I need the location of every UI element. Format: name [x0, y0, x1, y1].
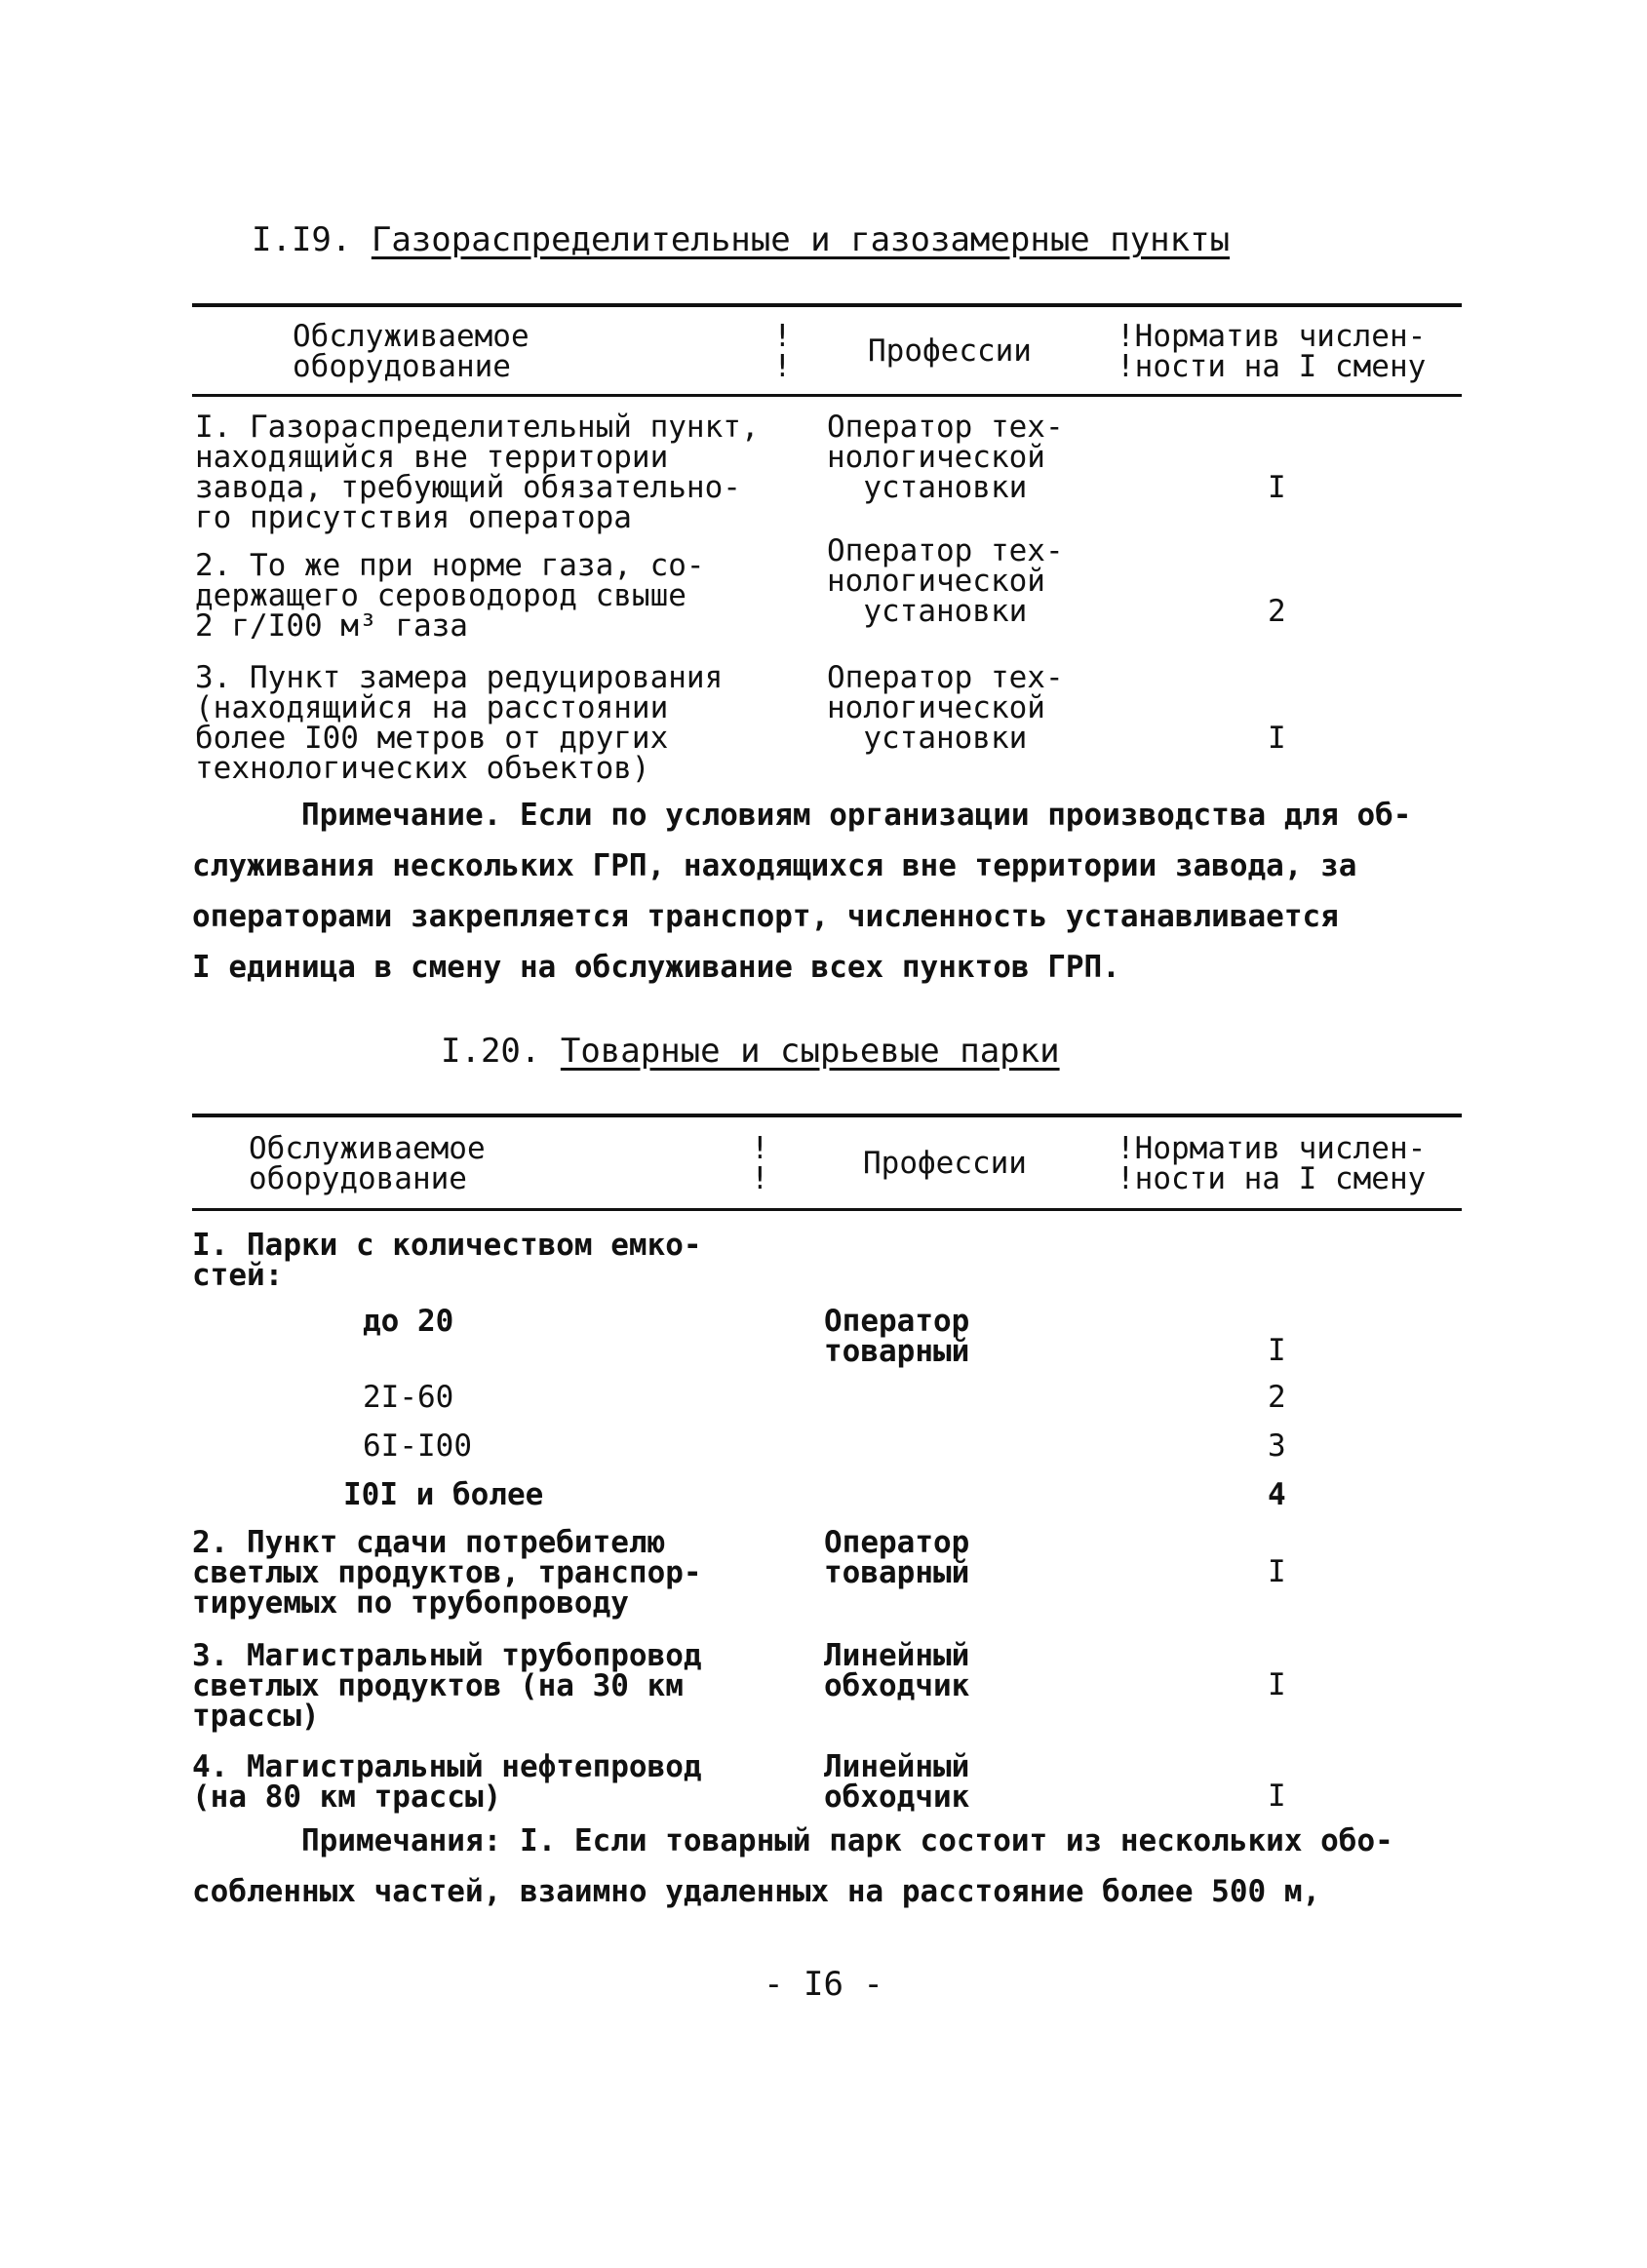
table-19-header-rule — [192, 394, 1462, 397]
table-19-row3-norm: I — [1268, 721, 1286, 756]
table-20-header-profession: Профессии — [863, 1146, 1027, 1181]
table-20-row2-profession: Оператор товарный — [824, 1525, 970, 1590]
table-19-header-norm: !Норматив числен- !ности на I смену — [1117, 319, 1427, 384]
table-20-header-equipment: Обслуживаемое оборудование — [249, 1131, 486, 1196]
section-19-note: Примечание. Если по условиям организации производства для об- служивания нескольких ГРП, находящихся вне территории завода, за операторами закрепляется транспорт, численность устанавливается I единица в смену на обслуживание всех пунктов ГРП. — [192, 798, 1412, 985]
section-20-heading — [441, 1032, 1060, 1071]
table-19-row1-equipment: I. Газораспределительный пункт, находящийся вне территории завода, требующий обязательно- го присутствия оператора — [195, 410, 760, 535]
page-number: - I6 - — [764, 1965, 883, 2004]
table-20-header-separator: ! ! — [751, 1131, 769, 1196]
section-20-title: Товарные и сырьевые парки — [560, 1032, 1060, 1071]
table-20-row3-norm: I — [1268, 1667, 1286, 1702]
table-20-row1-equipment: I. Парки с количеством емко- стей: — [192, 1228, 702, 1293]
table-19-row3-profession: Оператор тех- нологической установки — [827, 660, 1064, 756]
table-20-row4-equipment: 4. Магистральный нефтепровод (на 80 км трассы) — [192, 1749, 702, 1815]
section-20-number: I.20. — [441, 1032, 541, 1071]
table-19-row1-profession: Оператор тех- нологической установки — [827, 410, 1064, 505]
table-20-top-rule — [192, 1114, 1462, 1117]
table-20-row1-profession: Оператор товарный — [824, 1304, 970, 1369]
table-19-header-profession: Профессии — [868, 333, 1032, 369]
table-20-header-rule — [192, 1208, 1462, 1211]
table-19-row2-norm: 2 — [1268, 594, 1286, 629]
table-20-subrow1-range: до 20 — [363, 1304, 454, 1339]
table-20-row3-equipment: 3. Магистральный трубопровод светлых продуктов (на 30 км трассы) — [192, 1638, 702, 1734]
table-19-row1-norm: I — [1268, 470, 1286, 505]
table-20-subrow3-norm: 3 — [1268, 1428, 1286, 1464]
table-19-row3-equipment: 3. Пункт замера редуцирования (находящийся на расстоянии более I00 метров от других технологических объектов) — [195, 660, 724, 786]
table-20-subrow2-range: 2I-60 — [363, 1380, 454, 1415]
section-20-note: Примечания: I. Если товарный парк состоит из нескольких обо- собленных частей, взаимно удаленных на расстояние более 500 м, — [192, 1823, 1393, 1909]
table-19-header-equipment: Обслуживаемое оборудование — [293, 319, 529, 384]
table-20-row4-profession: Линейный обходчик — [824, 1749, 970, 1815]
table-19-header-separator: ! ! — [773, 319, 792, 384]
section-19-title: Газораспределительные и газозамерные пункты — [371, 220, 1231, 259]
table-20-header-norm: !Норматив числен- !ности на I смену — [1117, 1131, 1427, 1196]
table-20-row2-equipment: 2. Пункт сдачи потребителю светлых продуктов, транспор- тируемых по трубопроводу — [192, 1525, 702, 1621]
table-20-subrow4-norm: 4 — [1268, 1477, 1286, 1512]
table-20-subrow3-range: 6I-I00 — [363, 1428, 472, 1464]
table-20-subrow4-range: I0I и более — [343, 1477, 544, 1512]
table-19-row2-profession: Оператор тех- нологической установки — [827, 533, 1064, 629]
table-20-subrow2-norm: 2 — [1268, 1380, 1286, 1415]
table-20-row4-norm: I — [1268, 1779, 1286, 1814]
table-19-row2-equipment: 2. То же при норме газа, со- держащего сероводород свыше 2 г/I00 м³ газа — [195, 548, 705, 644]
section-19-heading — [252, 220, 1230, 259]
table-20-subrow1-norm: I — [1268, 1333, 1286, 1368]
table-19-top-rule — [192, 303, 1462, 307]
section-19-number: I.I9. — [252, 220, 352, 259]
table-20-row3-profession: Линейный обходчик — [824, 1638, 970, 1703]
table-20-row2-norm: I — [1268, 1554, 1286, 1589]
